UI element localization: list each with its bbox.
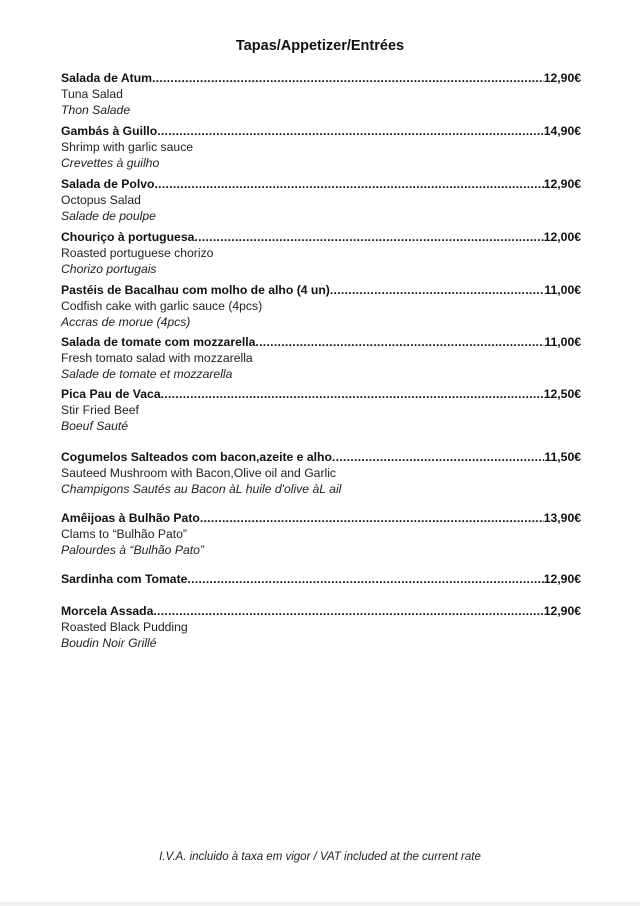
item-name: Salada de tomate com mozzarella (61, 335, 256, 349)
item-name: Chouriço à portuguesa (61, 230, 195, 244)
dot-leader (187, 571, 543, 587)
item-english: Sauteed Mushroom with Bacon,Olive oil and Garlic (61, 466, 337, 480)
item-price: 12,50€ (543, 387, 581, 401)
dot-leader (161, 386, 544, 402)
item-french: Thon Salade (61, 103, 131, 117)
dot-leader (152, 70, 544, 86)
menu-item (61, 449, 581, 497)
item-english: Shrimp with garlic sauce (61, 140, 194, 154)
item-name: Amêijoas à Bulhão Pato (61, 511, 200, 525)
item-name: Pica Pau de Vaca (61, 387, 161, 401)
item-french: Salade de tomate et mozzarella (61, 367, 233, 381)
menu-item (61, 282, 581, 330)
item-french: Chorizo portugais (61, 262, 157, 276)
item-price: 11,50€ (544, 450, 581, 464)
item-price: 11,00€ (544, 335, 581, 349)
dot-leader (154, 176, 543, 192)
item-english: Roasted portuguese chorizo (61, 246, 214, 260)
item-name: Gambás à Guillo (61, 124, 158, 138)
item-french: Accras de morue (4pcs) (61, 315, 191, 329)
item-price: 14,90€ (543, 124, 581, 138)
vat-footnote: I.V.A. incluido à taxa em vigor / VAT included at the current rate (159, 851, 481, 863)
menu-section-title: Tapas/Appetizer/Entrées (235, 38, 405, 54)
item-french: Boeuf Sauté (61, 419, 129, 433)
dot-leader (157, 123, 544, 139)
dot-leader (200, 510, 544, 526)
menu-item (61, 510, 581, 558)
menu-item (61, 123, 581, 171)
item-english: Codfish cake with garlic sauce (4pcs) (61, 299, 263, 313)
item-name: Salada de Polvo (61, 177, 155, 191)
item-name: Morcela Assada (61, 604, 154, 618)
item-french: Palourdes à “Bulhão Pato” (61, 543, 204, 557)
dot-leader (194, 229, 543, 245)
menu-item (61, 571, 581, 587)
item-price: 13,90€ (543, 511, 581, 525)
menu-item (61, 603, 581, 651)
menu-item (61, 70, 581, 118)
dot-leader (255, 334, 544, 350)
dot-leader (153, 603, 543, 619)
item-french: Crevettes à guilho (61, 156, 160, 170)
item-french: Boudin Noir Grillé (61, 636, 157, 650)
item-name: Pastéis de Bacalhau com molho de alho (4 un) (61, 283, 330, 297)
item-name: Sardinha com Tomate (61, 572, 188, 586)
item-name: Cogumelos Salteados com bacon,azeite e alho (61, 450, 332, 464)
item-english: Stir Fried Beef (61, 403, 139, 417)
menu-item (61, 229, 581, 277)
item-english: Octopus Salad (61, 193, 141, 207)
item-price: 12,90€ (543, 71, 581, 85)
item-price: 12,90€ (543, 604, 581, 618)
item-name: Salada de Atum (61, 71, 152, 85)
dot-leader (332, 449, 544, 465)
item-english: Roasted Black Pudding (61, 620, 188, 634)
page-bottom-edge (0, 902, 640, 906)
item-price: 11,00€ (544, 283, 581, 297)
item-french: Champigons Sautés au Bacon àL huile d'olive àL ail (61, 482, 342, 496)
menu-item (61, 334, 581, 382)
item-english: Clams to “Bulhão Pato” (61, 527, 187, 541)
item-french: Salade de poulpe (61, 209, 156, 223)
menu-item (61, 386, 581, 434)
item-english: Tuna Salad (61, 87, 123, 101)
item-price: 12,90€ (543, 177, 581, 191)
item-price: 12,00€ (543, 230, 581, 244)
item-english: Fresh tomato salad with mozzarella (61, 351, 253, 365)
menu-item (61, 176, 581, 224)
dot-leader (330, 282, 545, 298)
item-price: 12,90€ (543, 572, 581, 586)
